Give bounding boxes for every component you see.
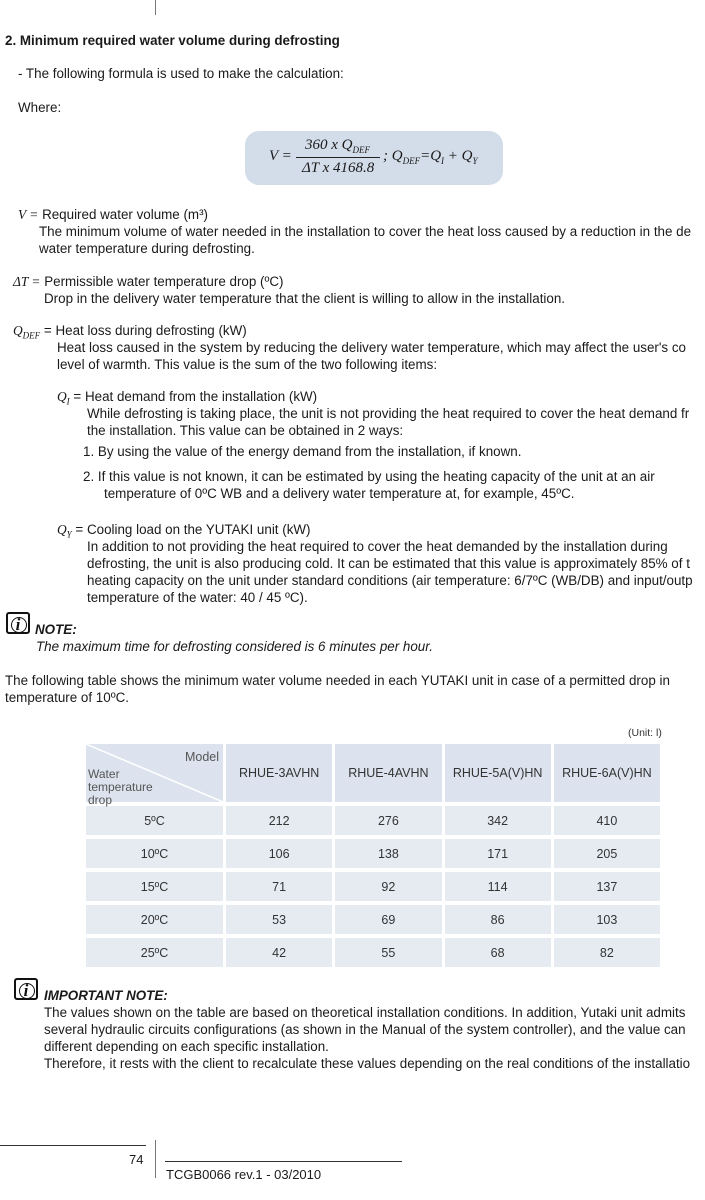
note-text: The maximum time for defrosting considered is 6 minutes per hour. xyxy=(36,639,433,654)
page-number: 74 xyxy=(129,1152,144,1167)
table-header-row xyxy=(86,744,660,802)
def-v-line1: The minimum volume of water needed in the installation to cover the heat loss caused by a reduction in the de xyxy=(39,224,692,239)
value-cell: 137 xyxy=(554,872,660,901)
header-rule xyxy=(155,0,156,15)
doc-reference: TCGB0066 rev.1 - 03/2010 xyxy=(166,1167,322,1182)
row-label-cell: 20ºC xyxy=(86,905,223,934)
column-header: RHUE-4AVHN xyxy=(335,744,441,802)
value-cell: 69 xyxy=(335,905,441,934)
row-label-cell: 15ºC xyxy=(86,872,223,901)
def-qy-heading: $Q_Y$ = Cooling load on the YUTAKI unit (kW) xyxy=(57,522,311,540)
unit-label: (Unit: l) xyxy=(628,727,662,739)
important-line4: Therefore, it rests with the client to recalculate these values depending on the real conditions of the installatio xyxy=(44,1056,691,1071)
def-qi-item2b: temperature of 0ºC WB and a delivery water temperature at, for example, 45ºC. xyxy=(104,486,575,501)
def-qi-heading: $Q_I$ = Heat demand from the installation (kW) xyxy=(57,389,318,407)
def-dt-heading: ΔT = Permissible water temperature drop (ºC) xyxy=(13,274,284,289)
value-cell: 138 xyxy=(335,839,441,868)
column-header: RHUE-3AVHN xyxy=(226,744,332,802)
row-label-cell: 5ºC xyxy=(86,806,223,835)
info-icon: i xyxy=(14,978,38,1000)
value-cell: 53 xyxy=(226,905,332,934)
value-cell: 55 xyxy=(335,938,441,967)
table-row xyxy=(86,806,660,835)
info-icon: i xyxy=(6,612,30,634)
formula-lhs: V = xyxy=(269,148,292,164)
def-v-heading: V = Required water volume (m³) xyxy=(18,207,209,222)
def-qi-line2: the installation. This value can be obtained in 2 ways: xyxy=(87,423,404,438)
formula-fraction-bar xyxy=(296,157,380,158)
value-cell: 212 xyxy=(226,806,332,835)
important-title: IMPORTANT NOTE: xyxy=(44,988,168,1003)
def-qdef-heading: $Q_{DEF}$ = Heat loss during defrosting (kW) xyxy=(13,323,247,341)
def-qy-line2: defrosting, the unit is also producing cold. It can be estimated that this value is approximately 85% of t xyxy=(87,556,690,571)
def-dt-line1: Drop in the delivery water temperature that the client is willing to allow in the installation. xyxy=(44,291,566,306)
def-qdef-line1: Heat loss caused in the system by reducing the delivery water temperature, which may affect the user's co xyxy=(57,340,686,355)
corner-model-label: Model xyxy=(184,750,219,764)
value-cell: 276 xyxy=(335,806,441,835)
value-cell: 114 xyxy=(445,872,551,901)
formula-rhs: ; $Q_{DEF}=Q_I + Q_Y$ xyxy=(383,148,478,166)
row-label-cell: 10ºC xyxy=(86,839,223,868)
table-intro-line1: The following table shows the minimum water volume needed in each YUTAKI unit in case of a permitted drop in xyxy=(5,673,670,688)
table-row xyxy=(86,872,660,901)
def-v-line2: water temperature during defrosting. xyxy=(39,241,255,256)
water-volume-table xyxy=(83,740,663,971)
def-qi-line1: While defrosting is taking place, the unit is not providing the heat required to cover the heat demand fr xyxy=(87,406,690,421)
value-cell: 171 xyxy=(445,839,551,868)
important-line1: The values shown on the table are based on theoretical installation conditions. In addition, Yutaki unit admits xyxy=(44,1005,686,1020)
formula-denominator: ΔT x 4168.8 xyxy=(302,160,375,176)
column-header: RHUE-5A(V)HN xyxy=(445,744,551,802)
value-cell: 342 xyxy=(445,806,551,835)
footer-rule-left xyxy=(0,1145,146,1146)
value-cell: 92 xyxy=(335,872,441,901)
value-cell: 71 xyxy=(226,872,332,901)
table-row xyxy=(86,905,660,934)
important-line2: several hydraulic circuits configurations (as shown in the Manual of the system controller), and the value can xyxy=(44,1022,686,1037)
footer-divider xyxy=(155,1140,156,1178)
value-cell: 103 xyxy=(554,905,660,934)
def-qy-line1: In addition to not providing the heat required to cover the heat demanded by the installation during xyxy=(87,539,668,554)
table-row xyxy=(86,938,660,967)
def-qi-item2a: 2. If this value is not known, it can be estimated by using the heating capacity of the unit at an air xyxy=(83,469,655,484)
value-cell: 86 xyxy=(445,905,551,934)
note-title: NOTE: xyxy=(35,622,77,637)
def-qy-line4: temperature of the water: 40 / 45 ºC). xyxy=(87,590,308,605)
footer-rule-right xyxy=(165,1161,402,1162)
important-line3: different depending on each specific installation. xyxy=(44,1039,329,1054)
corner-drop-label: Water temperature drop xyxy=(88,767,153,807)
section-title: 2. Minimum required water volume during defrosting xyxy=(5,33,340,48)
where-label: Where: xyxy=(18,100,62,115)
value-cell: 106 xyxy=(226,839,332,868)
value-cell: 42 xyxy=(226,938,332,967)
column-header: RHUE-6A(V)HN xyxy=(554,744,660,802)
row-label-cell: 25ºC xyxy=(86,938,223,967)
table-intro-line2: temperature of 10ºC. xyxy=(5,690,129,705)
table-corner-cell xyxy=(86,744,223,807)
def-qdef-line2: level of warmth. This value is the sum of the two following items: xyxy=(57,357,438,372)
value-cell: 410 xyxy=(554,806,660,835)
value-cell: 205 xyxy=(554,839,660,868)
intro-text: - The following formula is used to make the calculation: xyxy=(18,66,344,81)
table-row xyxy=(86,839,660,868)
def-qy-line3: heating capacity on the unit under standard conditions (air temperature: 6/7ºC (WB/DB) and input/outp xyxy=(87,573,693,588)
value-cell: 68 xyxy=(445,938,551,967)
formula-numerator: 360 x $Q_{DEF}$ xyxy=(305,137,370,155)
def-qi-item1: 1. By using the value of the energy demand from the installation, if known. xyxy=(83,444,522,459)
value-cell: 82 xyxy=(554,938,660,967)
